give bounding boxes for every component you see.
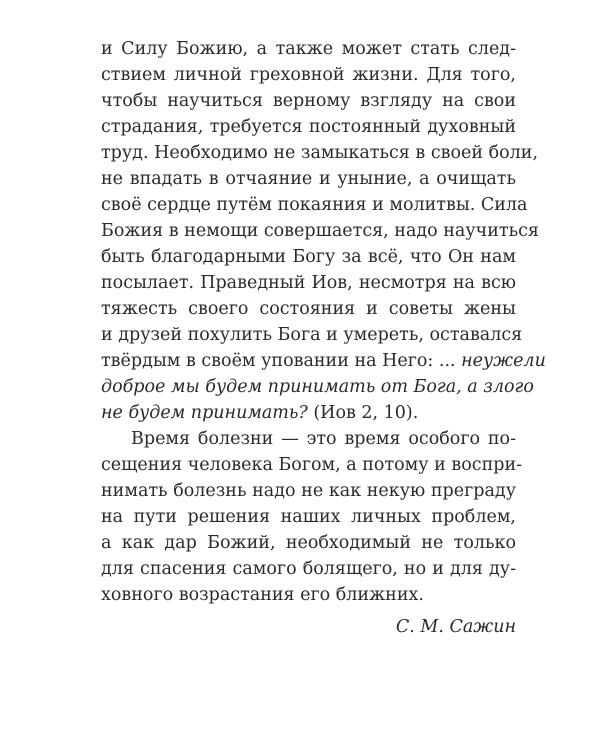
text-line: быть благодарными Богу за всё, что Он нам	[101, 247, 516, 267]
text-line: своё сердце путём покаяния и молитвы. Сила	[101, 195, 528, 215]
author-signature: С. М. Сажин	[395, 617, 516, 637]
text-line	[101, 348, 546, 374]
text-line: и друзей похулить Бога и умереть, оставался	[101, 325, 523, 345]
paragraph-2	[101, 426, 523, 608]
text-line: сещения человека Богом, а потому и воспри-	[101, 455, 523, 475]
text-line: страдания, требуется постоянный духовный	[101, 117, 516, 137]
text-line: труд. Необходимо не замыкаться в своей боли,	[101, 143, 539, 163]
text-line: ствием личной греховной жизни. Для того,	[101, 65, 516, 85]
paragraph-1	[101, 36, 546, 426]
scripture-reference: (Иов 2, 10).	[307, 403, 419, 423]
text-line	[101, 400, 516, 426]
quotation-italic: ... неужели	[438, 351, 546, 371]
text-line: для спасения самого болящего, но и для ду-	[101, 559, 516, 579]
text-line: посылает. Праведный Иов, несмотря на всю	[101, 273, 516, 293]
text-line	[101, 374, 534, 400]
text-line: ховного возрастания его ближних.	[101, 585, 424, 605]
text-line: чтобы научиться верному взгляду на свои	[101, 91, 516, 111]
text-line: на пути решения наших личных проблем,	[101, 507, 516, 527]
text-line: не впадать в отчаяние и уныние, а очищать	[101, 169, 516, 189]
page-body	[101, 36, 546, 640]
text-fragment: твёрдым в своём уповании на Него:	[101, 351, 439, 371]
text-line: Время болезни — это время особого по-	[131, 429, 516, 449]
quotation-italic: доброе мы будем принимать от Бога, а злого	[101, 377, 534, 397]
text-line: нимать болезнь надо не как некую преграду	[101, 481, 516, 501]
text-line: и Силу Божию, а также может стать след-	[101, 39, 516, 59]
text-line: тяжесть своего состояния и советы жены	[101, 299, 516, 319]
text-line: а как дар Божий, необходимый не только	[101, 533, 516, 553]
text-line: Божия в немощи совершается, надо научиться	[101, 221, 539, 241]
quotation-italic: не будем принимать?	[101, 403, 308, 423]
